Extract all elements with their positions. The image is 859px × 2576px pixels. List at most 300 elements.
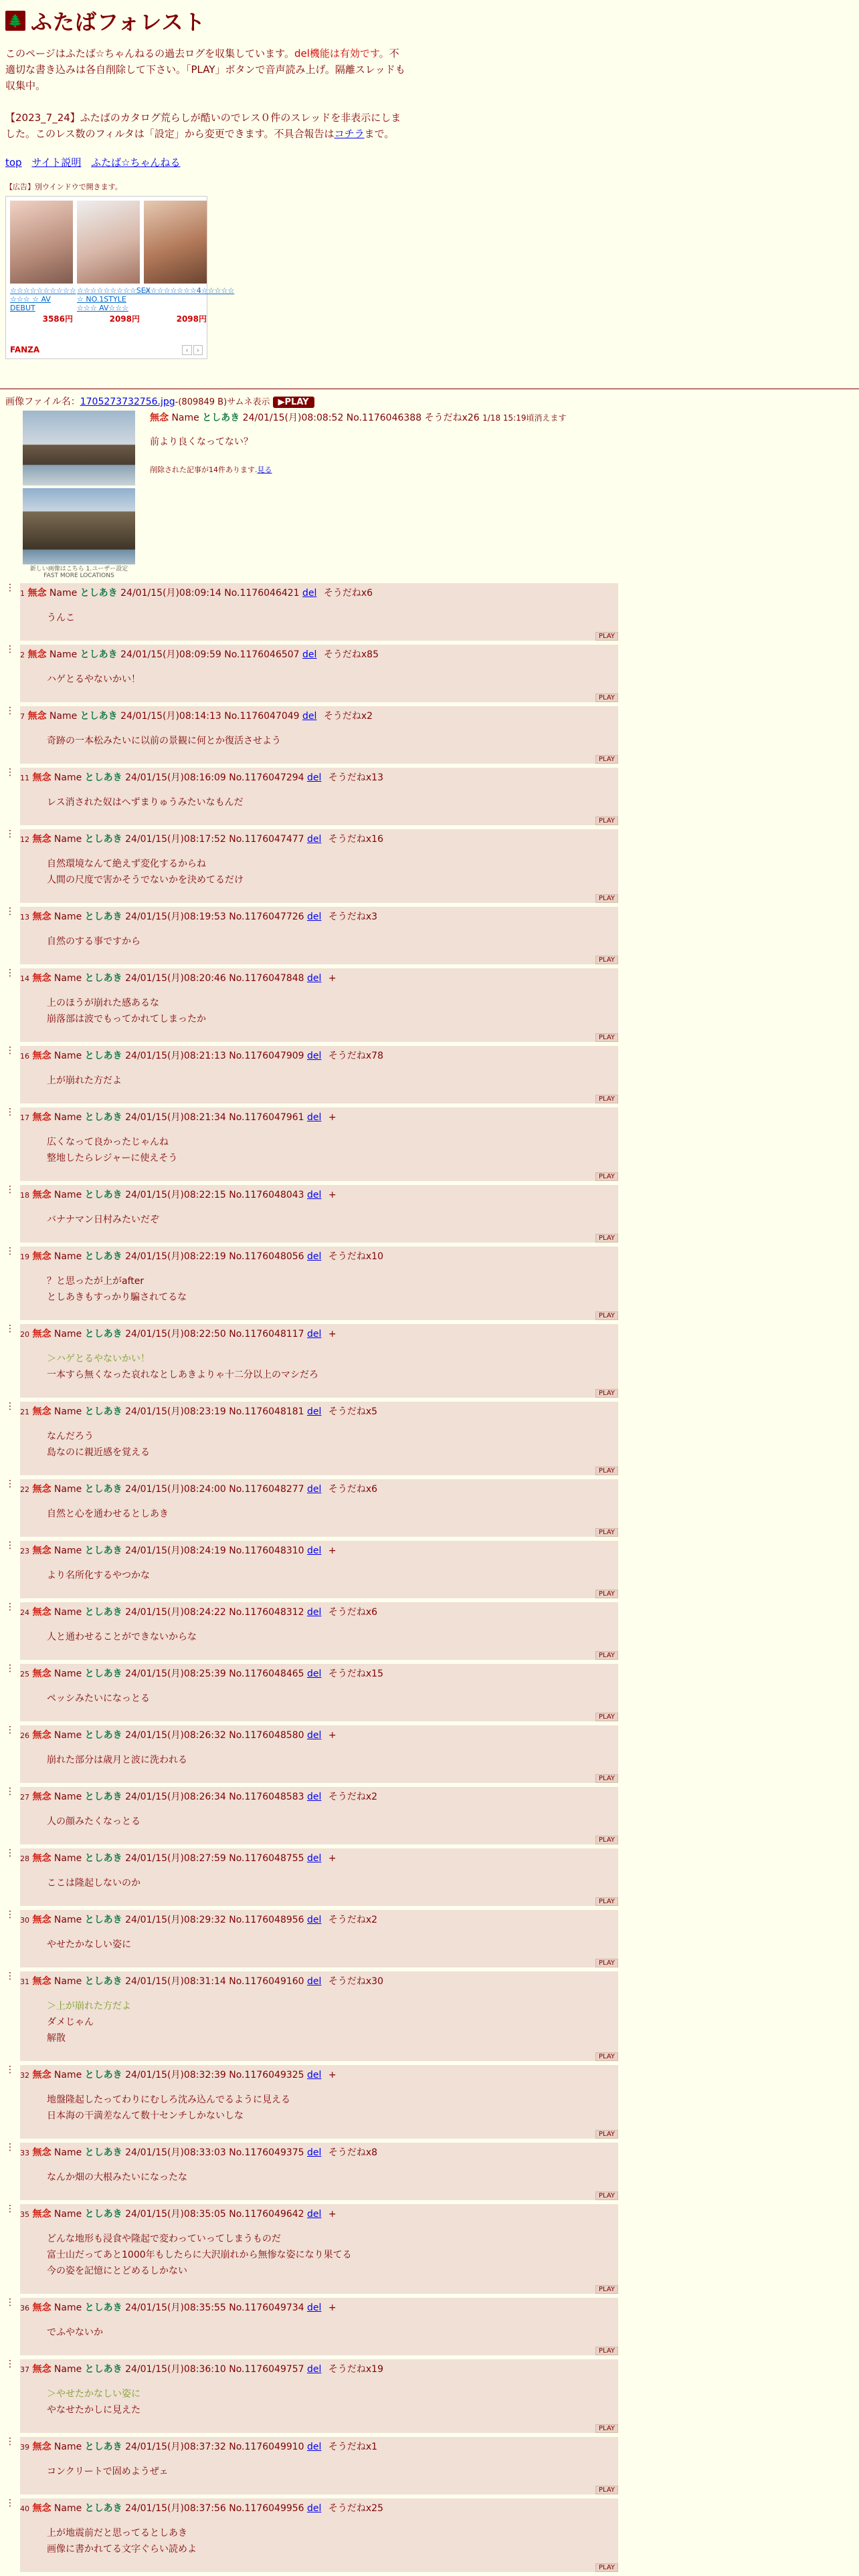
soudane-button[interactable]: +	[328, 2302, 337, 2313]
soudane-button[interactable]: そうだねx25	[328, 2503, 383, 2514]
intro-p2-a: 【2023_7_24】ふたばのカタログ荒らしが酷いのでレス０件のスレッドを非表示にしました。このレス数のフィルタは「設定」から変更できます。不具合報告は	[5, 112, 401, 140]
intro-del-notice: del機能は有効です。	[294, 47, 389, 60]
reply-play-button[interactable]: PLAY	[595, 1528, 618, 1537]
reply-header	[20, 2207, 615, 2220]
reply-play-button[interactable]: PLAY	[595, 2563, 618, 2572]
reply-body	[47, 1875, 615, 1891]
ad-note: 【広告】別ウインドウで開きます。	[5, 183, 122, 191]
reply-body	[47, 2464, 615, 2480]
reply	[5, 1107, 618, 1185]
reply-name: としあき	[80, 649, 118, 660]
reply-header	[20, 1728, 615, 1741]
soudane-button[interactable]: そうだねx85	[323, 649, 379, 660]
reply-header	[20, 2145, 615, 2159]
reply-dots-icon: ⋮	[5, 2359, 15, 2369]
ad-caption[interactable]: ☆☆☆☆☆☆☆☆☆SEX ☆ NO.1STYLE ☆☆☆ AV☆☆☆	[77, 286, 151, 312]
reply-body	[47, 1629, 615, 1645]
reply-line: 一本すら無くなった哀れなとしあきよりゃ十二分以上のマシだろ	[47, 1370, 318, 1380]
reply-subject: 無念	[32, 1190, 52, 1200]
reply-header	[20, 909, 615, 923]
soudane-button[interactable]: そうだねx13	[328, 772, 383, 783]
reply-meta: 24/01/15(月)08:21:13 No.1176047909	[125, 1051, 304, 1061]
reply-play-button[interactable]: PLAY	[595, 2347, 618, 2355]
reply-play-button[interactable]: PLAY	[595, 1467, 618, 1475]
reply-body	[47, 610, 615, 626]
reply-header	[20, 1327, 615, 1340]
reply-body	[47, 2169, 615, 2185]
reply-line: 崩落部は波でもってかれてしまったか	[47, 1014, 206, 1025]
reply-box	[20, 1247, 618, 1320]
reply-subject: 無念	[32, 1853, 52, 1864]
reply	[5, 1479, 618, 1541]
reply-number: 40	[20, 2504, 29, 2513]
reply-line: ここは隆起しないのか	[47, 1878, 140, 1889]
ad-item[interactable]	[77, 201, 151, 324]
reply-name-label: Name	[54, 1484, 82, 1495]
reply	[5, 2065, 618, 2143]
ad-item[interactable]	[144, 201, 235, 324]
title-row	[5, 5, 854, 36]
reply-body	[47, 2325, 615, 2341]
reply-meta: 24/01/15(月)08:09:59 No.1176046507	[120, 649, 300, 660]
op-soudane[interactable]: そうだねx26	[424, 413, 480, 423]
soudane-button[interactable]: そうだねx15	[328, 1669, 383, 1679]
reply-number: 16	[20, 1052, 29, 1061]
reply-meta: 24/01/15(月)08:32:39 No.1176049325	[125, 2070, 304, 2080]
del-link[interactable]: del	[307, 1792, 322, 1802]
del-link[interactable]: del	[302, 649, 317, 660]
nav-futaba-link[interactable]: ふたば☆ちゃんねる	[91, 156, 181, 169]
reply-header	[20, 1249, 615, 1263]
reply-line: 整地したらレジャーに使えそう	[47, 1153, 178, 1164]
island-after-image[interactable]	[23, 488, 135, 564]
reply-dots-icon: ⋮	[5, 968, 15, 978]
reply-play-button[interactable]: PLAY	[595, 1959, 618, 1967]
reply-name: としあき	[84, 1251, 122, 1262]
reply-play-button[interactable]: PLAY	[595, 956, 618, 964]
image-file-link[interactable]: 1705273732756.jpg	[80, 397, 175, 407]
reply-header	[20, 1913, 615, 1926]
reply-line: としあきもすっかり騙されてるな	[47, 1292, 187, 1303]
reply-meta: 24/01/15(月)08:37:56 No.1176049956	[125, 2503, 304, 2514]
del-link[interactable]: del	[307, 1406, 322, 1417]
reply-number: 39	[20, 2443, 29, 2452]
reply-play-button[interactable]: PLAY	[595, 1234, 618, 1243]
reply-name: としあき	[84, 911, 122, 922]
reply-name: としあき	[84, 1190, 122, 1200]
del-link[interactable]: del	[307, 1976, 322, 1987]
reply-subject: 無念	[32, 1329, 52, 1339]
reply-line: うんこ	[47, 613, 75, 623]
reply-meta: 24/01/15(月)08:19:53 No.1176047726	[125, 911, 304, 922]
del-link[interactable]: del	[307, 2209, 322, 2220]
ad-banner[interactable]	[5, 196, 235, 359]
reply-play-button[interactable]: PLAY	[595, 1590, 618, 1598]
reply-line: 今の姿を記憶にとどめるしかない	[47, 2266, 187, 2276]
ad-prev-button[interactable]: ‹	[182, 345, 191, 355]
reply-line: 画像に書かれてる文字ぐらい読めよ	[47, 2544, 197, 2555]
reply-play-button[interactable]: PLAY	[595, 2130, 618, 2139]
reply-line: どんな地形も浸食や隆起で変わっていってしまうものだ	[47, 2234, 281, 2244]
del-link[interactable]: del	[302, 588, 317, 599]
reply-meta: 24/01/15(月)08:24:19 No.1176048310	[125, 1545, 304, 1556]
soudane-button[interactable]: そうだねx2	[328, 1915, 378, 1925]
soudane-button[interactable]: +	[328, 2209, 337, 2220]
soudane-button[interactable]: そうだねx6	[328, 1484, 378, 1495]
reply-box	[20, 1910, 618, 1967]
del-link[interactable]: del	[307, 1853, 322, 1864]
del-link[interactable]: del	[307, 911, 322, 922]
reply-play-button[interactable]: PLAY	[595, 1897, 618, 1906]
del-link[interactable]: del	[307, 1329, 322, 1339]
reply-dots-icon: ⋮	[5, 1909, 15, 1920]
reply-line: 島なのに親近感を覚える	[47, 1447, 150, 1458]
reply-line: 奇跡の一本松みたいに以前の景観に何とか復活させよう	[47, 736, 281, 746]
soudane-button[interactable]: そうだねx78	[328, 1051, 383, 1061]
reply-number: 28	[20, 1854, 29, 1863]
soudane-button[interactable]: そうだねx6	[323, 588, 373, 599]
reply-name-label: Name	[54, 2364, 82, 2375]
reply-play-button[interactable]: PLAY	[595, 1311, 618, 1320]
reply-header	[20, 1790, 615, 1803]
del-link[interactable]: del	[307, 1730, 322, 1741]
reply	[5, 968, 618, 1046]
reply-play-button[interactable]: PLAY	[595, 1095, 618, 1103]
reply-play-button[interactable]: PLAY	[595, 1836, 618, 1844]
reply-body	[47, 794, 615, 811]
reply-dots-icon: ⋮	[5, 1848, 15, 1858]
reply-name-label: Name	[54, 2442, 82, 2452]
reply-number: 30	[20, 1916, 29, 1925]
reply-name-label: Name	[54, 1190, 82, 1200]
reply-name-label: Name	[49, 711, 78, 722]
reply-meta: 24/01/15(月)08:27:59 No.1176048755	[125, 1853, 304, 1864]
reply-play-button[interactable]: PLAY	[595, 1651, 618, 1660]
intro-p2-b: まで。	[364, 128, 395, 140]
nav-top-link[interactable]: top	[5, 156, 22, 169]
file-label: 画像ファイル名：	[5, 397, 80, 407]
reply-name-label: Name	[49, 588, 78, 599]
reply-box	[20, 2359, 618, 2433]
soudane-button[interactable]: そうだねx19	[328, 2364, 383, 2375]
reply-header	[20, 770, 615, 784]
reply-play-button[interactable]: PLAY	[595, 755, 618, 764]
reply-header	[20, 647, 615, 661]
reply-header	[20, 1974, 615, 1988]
op-header	[150, 411, 567, 424]
reply-dots-icon: ⋮	[5, 1725, 15, 1735]
reply-play-button[interactable]: PLAY	[595, 1713, 618, 1721]
soudane-button[interactable]: そうだねx2	[328, 1792, 378, 1802]
reply-play-button[interactable]: PLAY	[595, 693, 618, 702]
reply-play-button[interactable]: PLAY	[595, 817, 618, 825]
reply-line: ？と思ったが上がafter	[47, 1276, 145, 1287]
soudane-button[interactable]: +	[328, 1730, 337, 1741]
reply	[5, 1324, 618, 1402]
reply-meta: 24/01/15(月)08:36:10 No.1176049757	[125, 2364, 304, 2375]
site-title: ふたばフォレスト	[31, 9, 206, 35]
reply-number: 19	[20, 1253, 29, 1261]
island-before-image[interactable]	[23, 411, 135, 486]
reply-subject: 無念	[32, 1051, 52, 1061]
soudane-button[interactable]: そうだねx3	[328, 911, 378, 922]
page-header	[0, 0, 859, 359]
reply-number: 24	[20, 1608, 29, 1617]
reply-header	[20, 2501, 615, 2514]
reply-subject: 無念	[27, 711, 47, 722]
del-link[interactable]: del	[307, 2503, 322, 2514]
del-link[interactable]: del	[307, 973, 322, 984]
reply-number: 18	[20, 1191, 29, 1200]
ad-item[interactable]	[10, 201, 76, 324]
del-link[interactable]: del	[307, 1051, 322, 1061]
reply-meta: 24/01/15(月)08:31:14 No.1176049160	[125, 1976, 304, 1987]
reply-header	[20, 2440, 615, 2453]
del-link[interactable]: del	[307, 1545, 322, 1556]
reply-subject: 無念	[32, 1669, 52, 1679]
reply	[5, 583, 618, 645]
del-link[interactable]: del	[307, 2442, 322, 2452]
reply-number: 26	[20, 1731, 29, 1740]
reply-meta: 24/01/15(月)08:14:13 No.1176047049	[120, 711, 300, 722]
soudane-button[interactable]: +	[328, 1112, 337, 1123]
reply-line: 人間の尺度で害かそうでないかを決めてるだけ	[47, 875, 244, 885]
soudane-button[interactable]: そうだねx30	[328, 1976, 383, 1987]
reply-header	[20, 1605, 615, 1618]
top-nav	[5, 155, 854, 169]
reply-play-button[interactable]: PLAY	[595, 632, 618, 641]
reply-subject: 無念	[32, 1976, 52, 1987]
reply-name-label: Name	[54, 1112, 82, 1123]
reply-subject: 無念	[32, 1251, 52, 1262]
play-button[interactable]: ▶PLAY	[273, 397, 314, 408]
reply-header	[20, 1049, 615, 1062]
nav-about-link[interactable]: サイト説明	[31, 156, 82, 169]
reply-name: としあき	[84, 1545, 122, 1556]
intro-p1-a: このページはふたば☆ちゃんねるの過去ログを収集しています。	[5, 47, 294, 60]
soudane-button[interactable]: +	[328, 973, 337, 984]
reply	[5, 1664, 618, 1725]
reply-subject: 無念	[32, 2147, 52, 2158]
reply-box	[20, 2298, 618, 2355]
reply-name-label: Name	[54, 911, 82, 922]
reply-name: としあき	[84, 973, 122, 984]
soudane-button[interactable]: そうだねx10	[328, 1251, 383, 1262]
reply-play-button[interactable]: PLAY	[595, 2191, 618, 2200]
reply-name-label: Name	[54, 2070, 82, 2080]
reply-name: としあき	[80, 711, 118, 722]
soudane-button[interactable]: そうだねx6	[328, 1607, 378, 1618]
reply-play-button[interactable]: PLAY	[595, 1774, 618, 1783]
reply-box	[20, 1664, 618, 1721]
del-link[interactable]: del	[307, 772, 322, 783]
reply-dots-icon: ⋮	[5, 2204, 15, 2214]
op-subject: 無念	[150, 413, 169, 423]
op-text: 前より良くなってない？	[150, 437, 253, 447]
reply-header	[20, 971, 615, 984]
reply-play-button[interactable]: PLAY	[595, 1389, 618, 1398]
reply-name: としあき	[84, 1112, 122, 1123]
reply-number: 14	[20, 974, 29, 983]
soudane-button[interactable]: +	[328, 1545, 337, 1556]
reply	[5, 1971, 618, 2065]
reply-meta: 24/01/15(月)08:20:46 No.1176047848	[125, 973, 304, 984]
reply-body	[47, 1073, 615, 1089]
del-link[interactable]: del	[307, 1190, 322, 1200]
ad-next-button[interactable]: ›	[193, 345, 203, 355]
soudane-button[interactable]: そうだねx8	[328, 2147, 378, 2158]
del-link[interactable]: del	[307, 1607, 322, 1618]
reply-line: ハゲとるやないかい！	[47, 674, 140, 685]
soudane-button[interactable]: そうだねx1	[328, 2442, 378, 2452]
soudane-button[interactable]: +	[328, 1190, 337, 1200]
del-link[interactable]: del	[307, 1915, 322, 1925]
reply-box	[20, 2437, 618, 2494]
reply-name: としあき	[84, 2209, 122, 2220]
reply-name: としあき	[84, 1484, 122, 1495]
reply	[5, 1602, 618, 1664]
reply-name-label: Name	[54, 772, 82, 783]
soudane-button[interactable]: +	[328, 1853, 337, 1864]
reply-name: としあき	[84, 2147, 122, 2158]
reply-box	[20, 1602, 618, 1660]
reply-line: 崩れた部分は歳月と波に洗われる	[47, 1755, 187, 1765]
reply-dots-icon: ⋮	[5, 1479, 15, 1489]
soudane-button[interactable]: そうだねx5	[328, 1406, 378, 1417]
reply-meta: 24/01/15(月)08:35:55 No.1176049734	[125, 2302, 304, 2313]
ad-image[interactable]	[77, 201, 140, 284]
reply-name-label: Name	[54, 1730, 82, 1741]
reply-number: 27	[20, 1793, 29, 1802]
reply-number: 33	[20, 2149, 29, 2157]
del-link[interactable]: del	[307, 834, 322, 845]
reply-name-label: Name	[54, 1915, 82, 1925]
reply-subject: 無念	[32, 772, 52, 783]
reply-subject: 無念	[32, 1545, 52, 1556]
reply-body	[47, 1691, 615, 1707]
soudane-button[interactable]: そうだねx2	[323, 711, 373, 722]
reply-meta: 24/01/15(月)08:17:52 No.1176047477	[125, 834, 304, 845]
del-link[interactable]: del	[302, 711, 317, 722]
reply-dots-icon: ⋮	[5, 1602, 15, 1612]
reply-header	[20, 1404, 615, 1418]
del-link[interactable]: del	[307, 1251, 322, 1262]
reply-line: より名所化するやつかな	[47, 1570, 150, 1581]
reply-box	[20, 1725, 618, 1783]
reply-box	[20, 1185, 618, 1243]
reply-box	[20, 1971, 618, 2061]
report-link[interactable]: コチラ	[334, 128, 365, 140]
op-expire: 1/18 15:19頃消えます	[482, 413, 567, 423]
reply-box	[20, 1479, 618, 1537]
reply-meta: 24/01/15(月)08:22:50 No.1176048117	[125, 1329, 304, 1339]
reply-meta: 24/01/15(月)08:09:14 No.1176046421	[120, 588, 300, 599]
reply-subject: 無念	[32, 2070, 52, 2080]
del-link[interactable]: del	[307, 2364, 322, 2375]
reply-line: 自然と心を通わせるとしあき	[47, 1509, 169, 1519]
reply-body	[47, 1568, 615, 1584]
reply-number: 23	[20, 1547, 29, 1555]
file-size: -(809849 B)	[175, 397, 227, 407]
reply-subject: 無念	[32, 2302, 52, 2313]
op-thumbnail[interactable]	[23, 411, 135, 579]
reply-line: 富士山だってあと1000年もしたらに大沢崩れから無惨な姿になり果てる	[47, 2250, 352, 2260]
show-deleted-link[interactable]: 見る	[257, 465, 272, 474]
reply-name: としあき	[84, 2503, 122, 2514]
soudane-button[interactable]: そうだねx16	[328, 834, 383, 845]
reply-name: としあき	[84, 772, 122, 783]
reply-name-label: Name	[54, 1976, 82, 1987]
ad-price: 2098円	[176, 314, 207, 324]
ad-pager	[181, 346, 203, 354]
reply-line: なんだろう	[47, 1431, 94, 1442]
reply-name-label: Name	[54, 1329, 82, 1339]
file-info	[5, 395, 859, 408]
reply-subject: 無念	[32, 1112, 52, 1123]
del-link[interactable]: del	[307, 1669, 322, 1679]
reply-name-label: Name	[54, 1792, 82, 1802]
del-link[interactable]: del	[307, 1484, 322, 1495]
reply-line: 上が地震前だと思ってるとしあき	[47, 2528, 187, 2539]
del-link[interactable]: del	[307, 2147, 322, 2158]
reply-meta: 24/01/15(月)08:23:19 No.1176048181	[125, 1406, 304, 1417]
reply-quote: ＞やせたかなしい姿に	[47, 2389, 140, 2399]
ad-price: 2098円	[109, 314, 140, 324]
reply	[5, 1541, 618, 1602]
ad-image[interactable]	[10, 201, 73, 284]
reply-box	[20, 1541, 618, 1598]
del-link[interactable]: del	[307, 1112, 322, 1123]
reply-subject: 無念	[32, 2209, 52, 2220]
reply	[5, 1402, 618, 1479]
reply-play-button[interactable]: PLAY	[595, 2486, 618, 2494]
thread	[0, 395, 859, 2576]
reply-dots-icon: ⋮	[5, 1786, 15, 1797]
reply-meta: 24/01/15(月)08:22:19 No.1176048056	[125, 1251, 304, 1262]
op-body	[150, 411, 567, 579]
intro-p1-b: 不適切な書き込みは各自削除して下さい。「PLAY」ボタンで音声読み上げ。隔離スレッドも収集中。	[5, 47, 405, 92]
reply-box	[20, 1324, 618, 1398]
reply-header	[20, 1667, 615, 1680]
reply-subject: 無念	[32, 2442, 52, 2452]
reply-play-button[interactable]: PLAY	[595, 1033, 618, 1042]
forest-logo-icon: 🌲	[5, 11, 25, 31]
reply-name-label: Name	[54, 1669, 82, 1679]
reply-play-button[interactable]: PLAY	[595, 894, 618, 903]
reply-subject: 無念	[32, 1406, 52, 1417]
thumb-toggle[interactable]: サムネ表示	[227, 397, 270, 407]
ad-image[interactable]	[144, 201, 207, 284]
reply-body	[47, 1752, 615, 1768]
reply-play-button[interactable]: PLAY	[595, 2285, 618, 2294]
reply-number: 22	[20, 1485, 29, 1494]
ad-caption[interactable]: ☆☆☆☆☆☆☆☆4☆☆☆☆☆	[144, 286, 235, 295]
reply-play-button[interactable]: PLAY	[595, 2052, 618, 2061]
reply-name-label: Name	[54, 1607, 82, 1618]
ad-caption[interactable]: ☆☆☆☆☆☆☆☆☆☆ ☆☆☆ ☆ AV DEBUT	[10, 286, 76, 312]
soudane-button[interactable]: +	[328, 2070, 337, 2080]
reply-line: 日本海の干満差なんて数十センチしかないしな	[47, 2111, 244, 2121]
reply-name-label: Name	[54, 2209, 82, 2220]
reply-play-button[interactable]: PLAY	[595, 1172, 618, 1181]
soudane-button[interactable]: +	[328, 1329, 337, 1339]
reply-play-button[interactable]: PLAY	[595, 2424, 618, 2433]
del-link[interactable]: del	[307, 2302, 322, 2313]
reply-number: 13	[20, 913, 29, 922]
del-link[interactable]: del	[307, 2070, 322, 2080]
reply	[5, 907, 618, 968]
ad-price: 3586円	[42, 314, 73, 324]
